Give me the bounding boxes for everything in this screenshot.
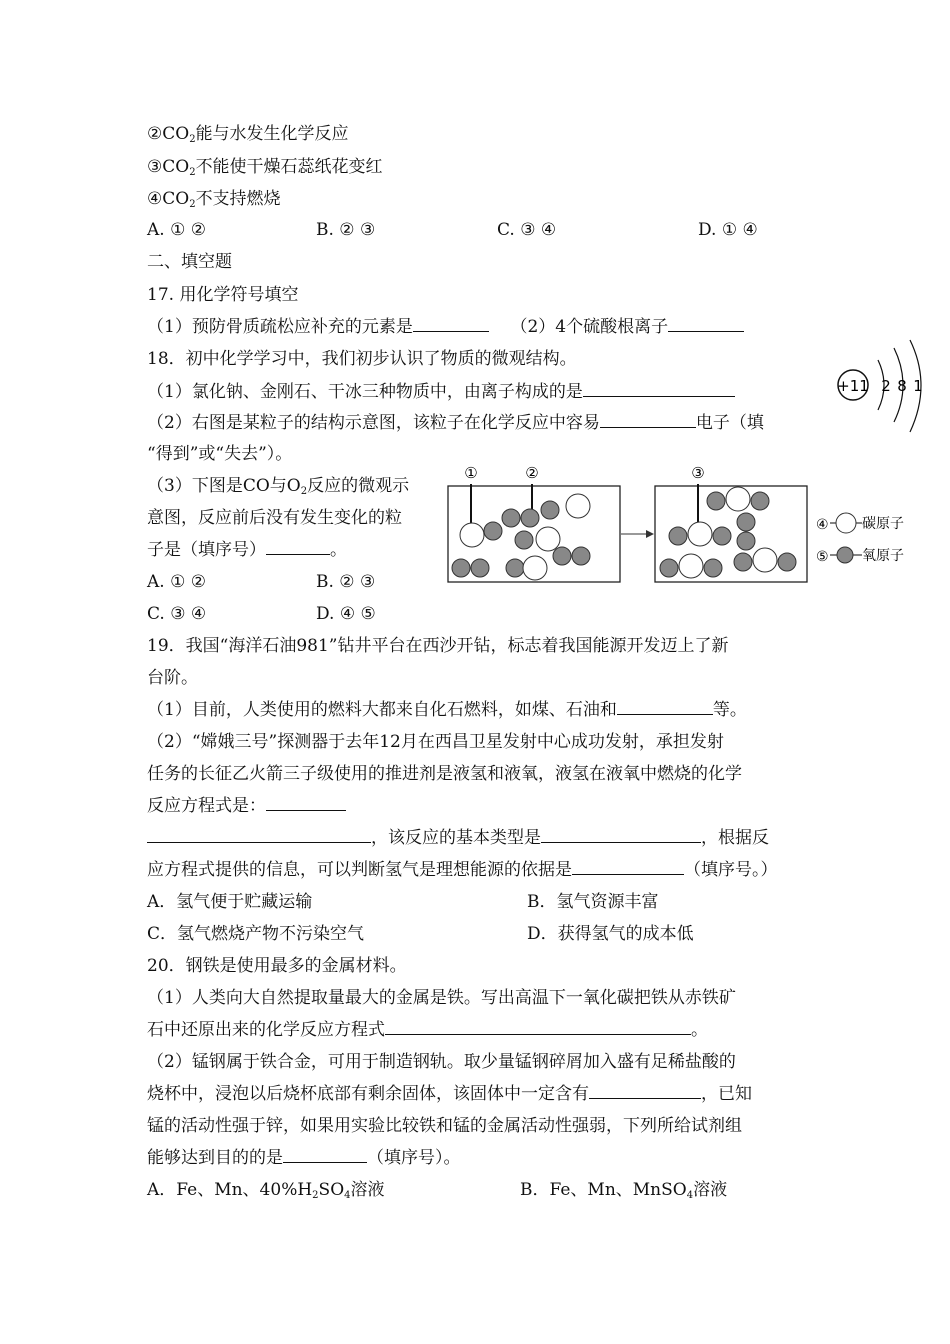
q19-blank-3[interactable] [541, 827, 701, 843]
q18-stem: 18．初中化学学习中，我们初步认识了物质的微观结构。 [147, 349, 577, 369]
q19-blank-4[interactable] [572, 859, 684, 875]
marker-1: ① [464, 464, 478, 482]
carbon-atom [753, 548, 777, 572]
q20-part2-line3: 锰的活动性强于锌，如果用实验比较铁和锰的金属活动性强弱，下列所给试剂组 [147, 1116, 742, 1136]
q18-option-d[interactable]: D. ④ ⑤ [316, 604, 376, 624]
shell-3-electrons: 1 [913, 377, 923, 395]
q19-part2-line3: 反应方程式是： [147, 794, 346, 818]
legend-oxygen-label: 氧原子 [862, 548, 904, 564]
q19-blank-1[interactable] [617, 699, 713, 715]
oxygen-atom [452, 559, 470, 577]
carbon-atom [566, 494, 590, 518]
carbon-atom [523, 556, 547, 580]
q20-stem: 20．钢铁是使用最多的金属材料。 [147, 956, 407, 976]
q16-option-b[interactable]: B. ② ③ [316, 220, 376, 240]
legend-oxygen-circle [837, 547, 853, 563]
q16-option-c[interactable]: C. ③ ④ [497, 220, 557, 240]
oxygen-atom [553, 547, 571, 565]
oxygen-atom [660, 559, 678, 577]
q20-part1-line2: 石中还原出来的化学反应方程式 。 [147, 1020, 708, 1040]
q18-part3-line1: （3）下图是CO与$O_2$反应的微观示 [147, 476, 410, 497]
oxygen-atom [502, 509, 520, 527]
q19-blank-2a[interactable] [266, 795, 346, 811]
q16-statement-4: $④CO_2$不支持燃烧 [147, 189, 281, 210]
oxygen-atom [515, 531, 533, 549]
q20-option-a[interactable]: A．Fe、Mn、$40\%H_2SO_4$溶液 [147, 1180, 385, 1201]
reaction-micro-diagram [440, 462, 940, 590]
oxygen-atom [484, 522, 502, 540]
oxygen-atom [506, 559, 524, 577]
oxygen-atom [713, 527, 731, 545]
q20-option-b[interactable]: B．Fe、Mn、MnSO$_4$溶液 [520, 1180, 728, 1201]
oxygen-atom [704, 559, 722, 577]
carbon-atom [536, 527, 560, 551]
q18-part1: （1）氯化钠、金刚石、干冰三种物质中，由离子构成的是 [147, 380, 735, 404]
carbon-atom [688, 522, 712, 546]
q18-option-c[interactable]: C. ③ ④ [147, 604, 207, 624]
q18-part2-cont: “得到”或“失去”）。 [147, 444, 293, 464]
q20-blank-2[interactable] [589, 1083, 701, 1099]
q19-stem-line1: 19．我国“海洋石油981”钻井平台在西沙开钻，标志着我国能源开发迈上了新 [147, 636, 729, 656]
q19-part1: （1）目前，人类使用的燃料大都来自化石燃料，如煤、石油和 等。 [147, 700, 747, 720]
q16-option-a[interactable]: A. ① ② [147, 220, 206, 240]
q18-option-a[interactable]: A. ① ② [147, 572, 206, 592]
shell-2-electrons: 8 [897, 377, 907, 395]
carbon-atom [679, 554, 703, 578]
q18-part3-line3: 子是（填序号） 。 [147, 540, 347, 560]
oxygen-atom [521, 509, 539, 527]
q17-stem: 17. 用化学符号填空 [147, 285, 299, 305]
q20-part2-line2: 烧杯中，浸泡以后烧杯底部有剩余固体，该固体中一定含有 ，已知 [147, 1084, 752, 1104]
marker-2: ② [525, 464, 539, 482]
section-title: 二、填空题 [147, 252, 232, 272]
q17-blank-1[interactable] [413, 316, 489, 332]
legend-oxygen-number: ⑤ [816, 549, 829, 565]
marker-3: ③ [691, 464, 705, 482]
q20-part1-line1: （1）人类向大自然提取量最大的金属是铁。写出高温下一氧化碳把铁从赤铁矿 [147, 988, 736, 1008]
oxygen-atom [707, 492, 725, 510]
oxygen-atom [572, 547, 590, 565]
legend-carbon-number: ④ [816, 517, 829, 533]
q19-option-b[interactable]: B．氢气资源丰富 [527, 892, 659, 912]
q18-blank-3[interactable] [266, 539, 330, 555]
q19-option-a[interactable]: A．氢气便于贮藏运输 [147, 892, 313, 912]
q17-blank-2[interactable] [668, 316, 744, 332]
nucleus-charge: +11 [837, 377, 869, 395]
oxygen-atom [737, 513, 755, 531]
q19-blank-2b[interactable] [147, 827, 371, 843]
q18-option-b[interactable]: B. ② ③ [316, 572, 376, 592]
legend-carbon-circle [836, 513, 856, 533]
q20-blank-1[interactable] [385, 1019, 691, 1035]
q16-statement-3: $③CO_2$不能使干燥石蕊纸花变红 [147, 157, 383, 178]
q19-option-c[interactable]: C．氢气燃烧产物不污染空气 [147, 924, 365, 944]
shell-1-electrons: 2 [881, 377, 891, 395]
carbon-atom [726, 487, 750, 511]
oxygen-atom [471, 559, 489, 577]
q19-part2-line1: （2）“嫦娥三号”探测器于去年12月在西昌卫星发射中心成功发射，承担发射 [147, 732, 724, 752]
oxygen-atom [541, 501, 559, 519]
q19-part2-line2: 任务的长征乙火箭三子级使用的推进剂是液氢和液氧，液氢在液氧中燃烧的化学 [147, 764, 742, 784]
atom-structure-diagram [832, 338, 942, 438]
q16-statement-2: $②CO_2$能与水发生化学反应 [147, 124, 349, 145]
q18-blank-2[interactable] [600, 412, 696, 428]
q17-parts: （1）预防骨质疏松应补充的元素是 （2）4个硫酸根离子 [147, 315, 744, 339]
q18-part3-line2: 意图，反应前后没有发生变化的粒 [147, 508, 402, 528]
oxygen-atom [734, 553, 752, 571]
q19-part2-line5: 应方程式提供的信息，可以判断氢气是理想能源的依据是 （填序号。） [147, 860, 778, 880]
q18-blank-1[interactable] [583, 381, 735, 397]
oxygen-atom [669, 527, 687, 545]
oxygen-atom [778, 553, 796, 571]
q19-stem-line2: 台阶。 [147, 668, 198, 688]
q19-part2-line4: ，该反应的基本类型是 ，根据反 [147, 826, 769, 850]
q16-option-d[interactable]: D. ① ④ [698, 220, 758, 240]
oxygen-atom [737, 532, 755, 550]
q20-part2-line4: 能够达到目的的是 （填序号）。 [147, 1148, 461, 1168]
legend-carbon-label: 碳原子 [862, 516, 904, 532]
q20-blank-3[interactable] [283, 1147, 367, 1163]
carbon-atom [460, 523, 484, 547]
q20-part2-line1: （2）锰钢属于铁合金，可用于制造钢轨。取少量锰钢碎屑加入盛有足稀盐酸的 [147, 1052, 736, 1072]
q19-option-d[interactable]: D．获得氢气的成本低 [527, 924, 694, 944]
oxygen-atom [751, 492, 769, 510]
q18-part2: （2）右图是某粒子的结构示意图，该粒子在化学反应中容易 电子（填 [147, 413, 764, 433]
